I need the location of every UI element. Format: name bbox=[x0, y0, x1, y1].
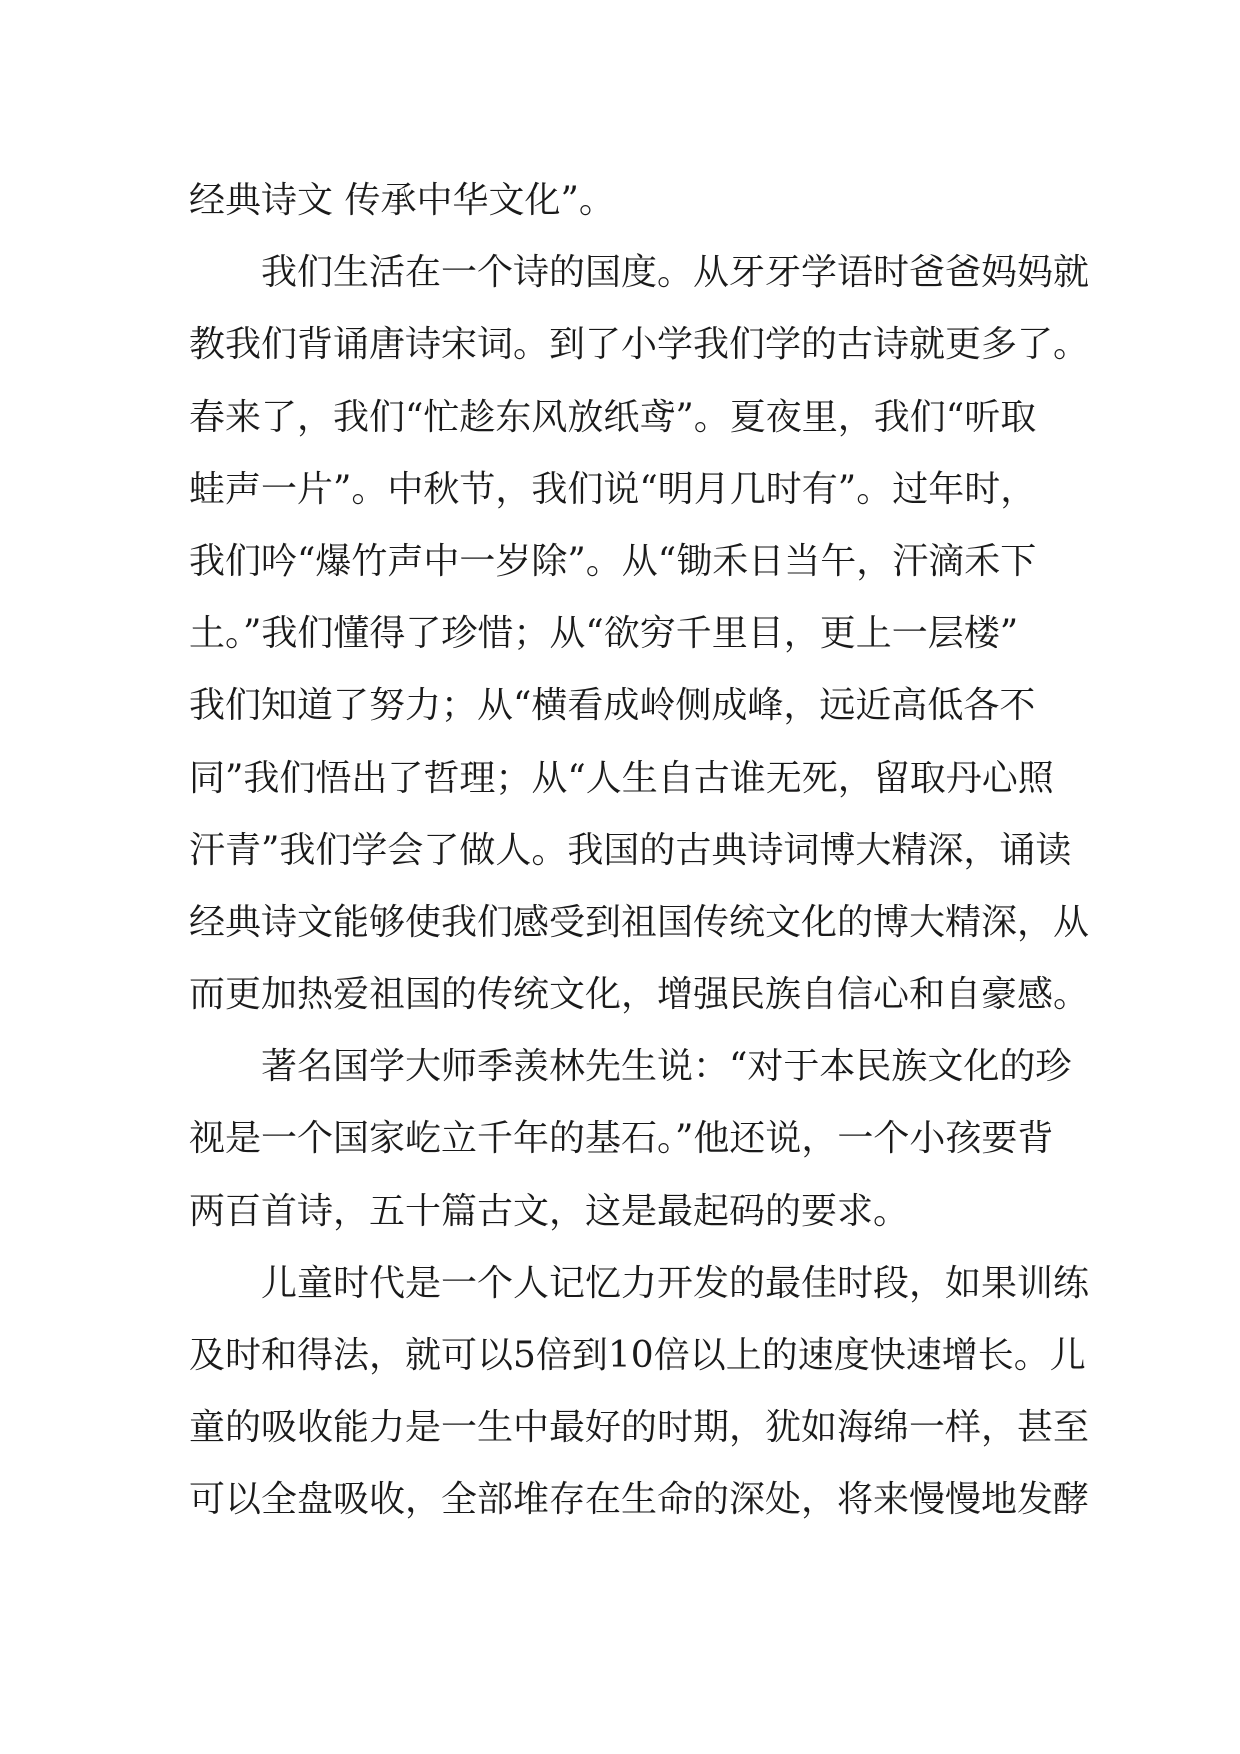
text-line: 春来了，我们“忙趁东风放纸鸢”。夏夜里，我们“听取 bbox=[189, 396, 1037, 438]
text-line: 我们知道了努力；从“横看成岭侧成峰，远近高低各不 bbox=[189, 685, 1036, 727]
text-line: 两百首诗，五十篇古文，这是最起码的要求。 bbox=[189, 1190, 910, 1232]
body-text bbox=[189, 165, 1090, 1537]
text-line: 经典诗文能够使我们感受到祖国传统文化的博大精深，从 bbox=[189, 901, 1090, 943]
text-line: 教我们背诵唐诗宋词。到了小学我们学的古诗就更多了。 bbox=[189, 324, 1090, 366]
text-line: 视是一个国家屹立千年的基石。”他还说，一个小孩要背 bbox=[189, 1118, 1054, 1160]
paragraph-start-line: 著名国学大师季羡林先生说：“对于本民族文化的珍 bbox=[261, 1046, 1072, 1088]
text-line: 可以全盘吸收，全部堆存在生命的深处，将来慢慢地发酵 bbox=[189, 1479, 1090, 1521]
paragraph-start-line: 儿童时代是一个人记忆力开发的最佳时段，如果训练 bbox=[261, 1262, 1090, 1304]
text-line: 经典诗文 传承中华文化”。 bbox=[189, 180, 615, 221]
paragraph-start-line: 我们生活在一个诗的国度。从牙牙学语时爸爸妈妈就 bbox=[261, 252, 1090, 294]
text-line: 汗青”我们学会了做人。我国的古典诗词博大精深，诵读 bbox=[189, 829, 1072, 871]
text-line: 土。”我们懂得了珍惜；从“欲穷千里目，更上一层楼” bbox=[189, 613, 1019, 655]
text-line: 同”我们悟出了哲理；从“人生自古谁无死，留取丹心照 bbox=[189, 757, 1054, 799]
text-line: 童的吸收能力是一生中最好的时期，犹如海绵一样，甚至 bbox=[189, 1407, 1090, 1449]
text-line: 蛙声一片”。中秋节，我们说“明月几时有”。过年时， bbox=[189, 468, 1037, 510]
text-line: 我们吟“爆竹声中一岁除”。从“锄禾日当午，汗滴禾下 bbox=[189, 540, 1037, 582]
text-line: 及时和得法，就可以5倍到10倍以上的速度快速增长。儿 bbox=[189, 1335, 1086, 1376]
text-line: 而更加热爱祖国的传统文化，增强民族自信心和自豪感。 bbox=[189, 974, 1090, 1016]
